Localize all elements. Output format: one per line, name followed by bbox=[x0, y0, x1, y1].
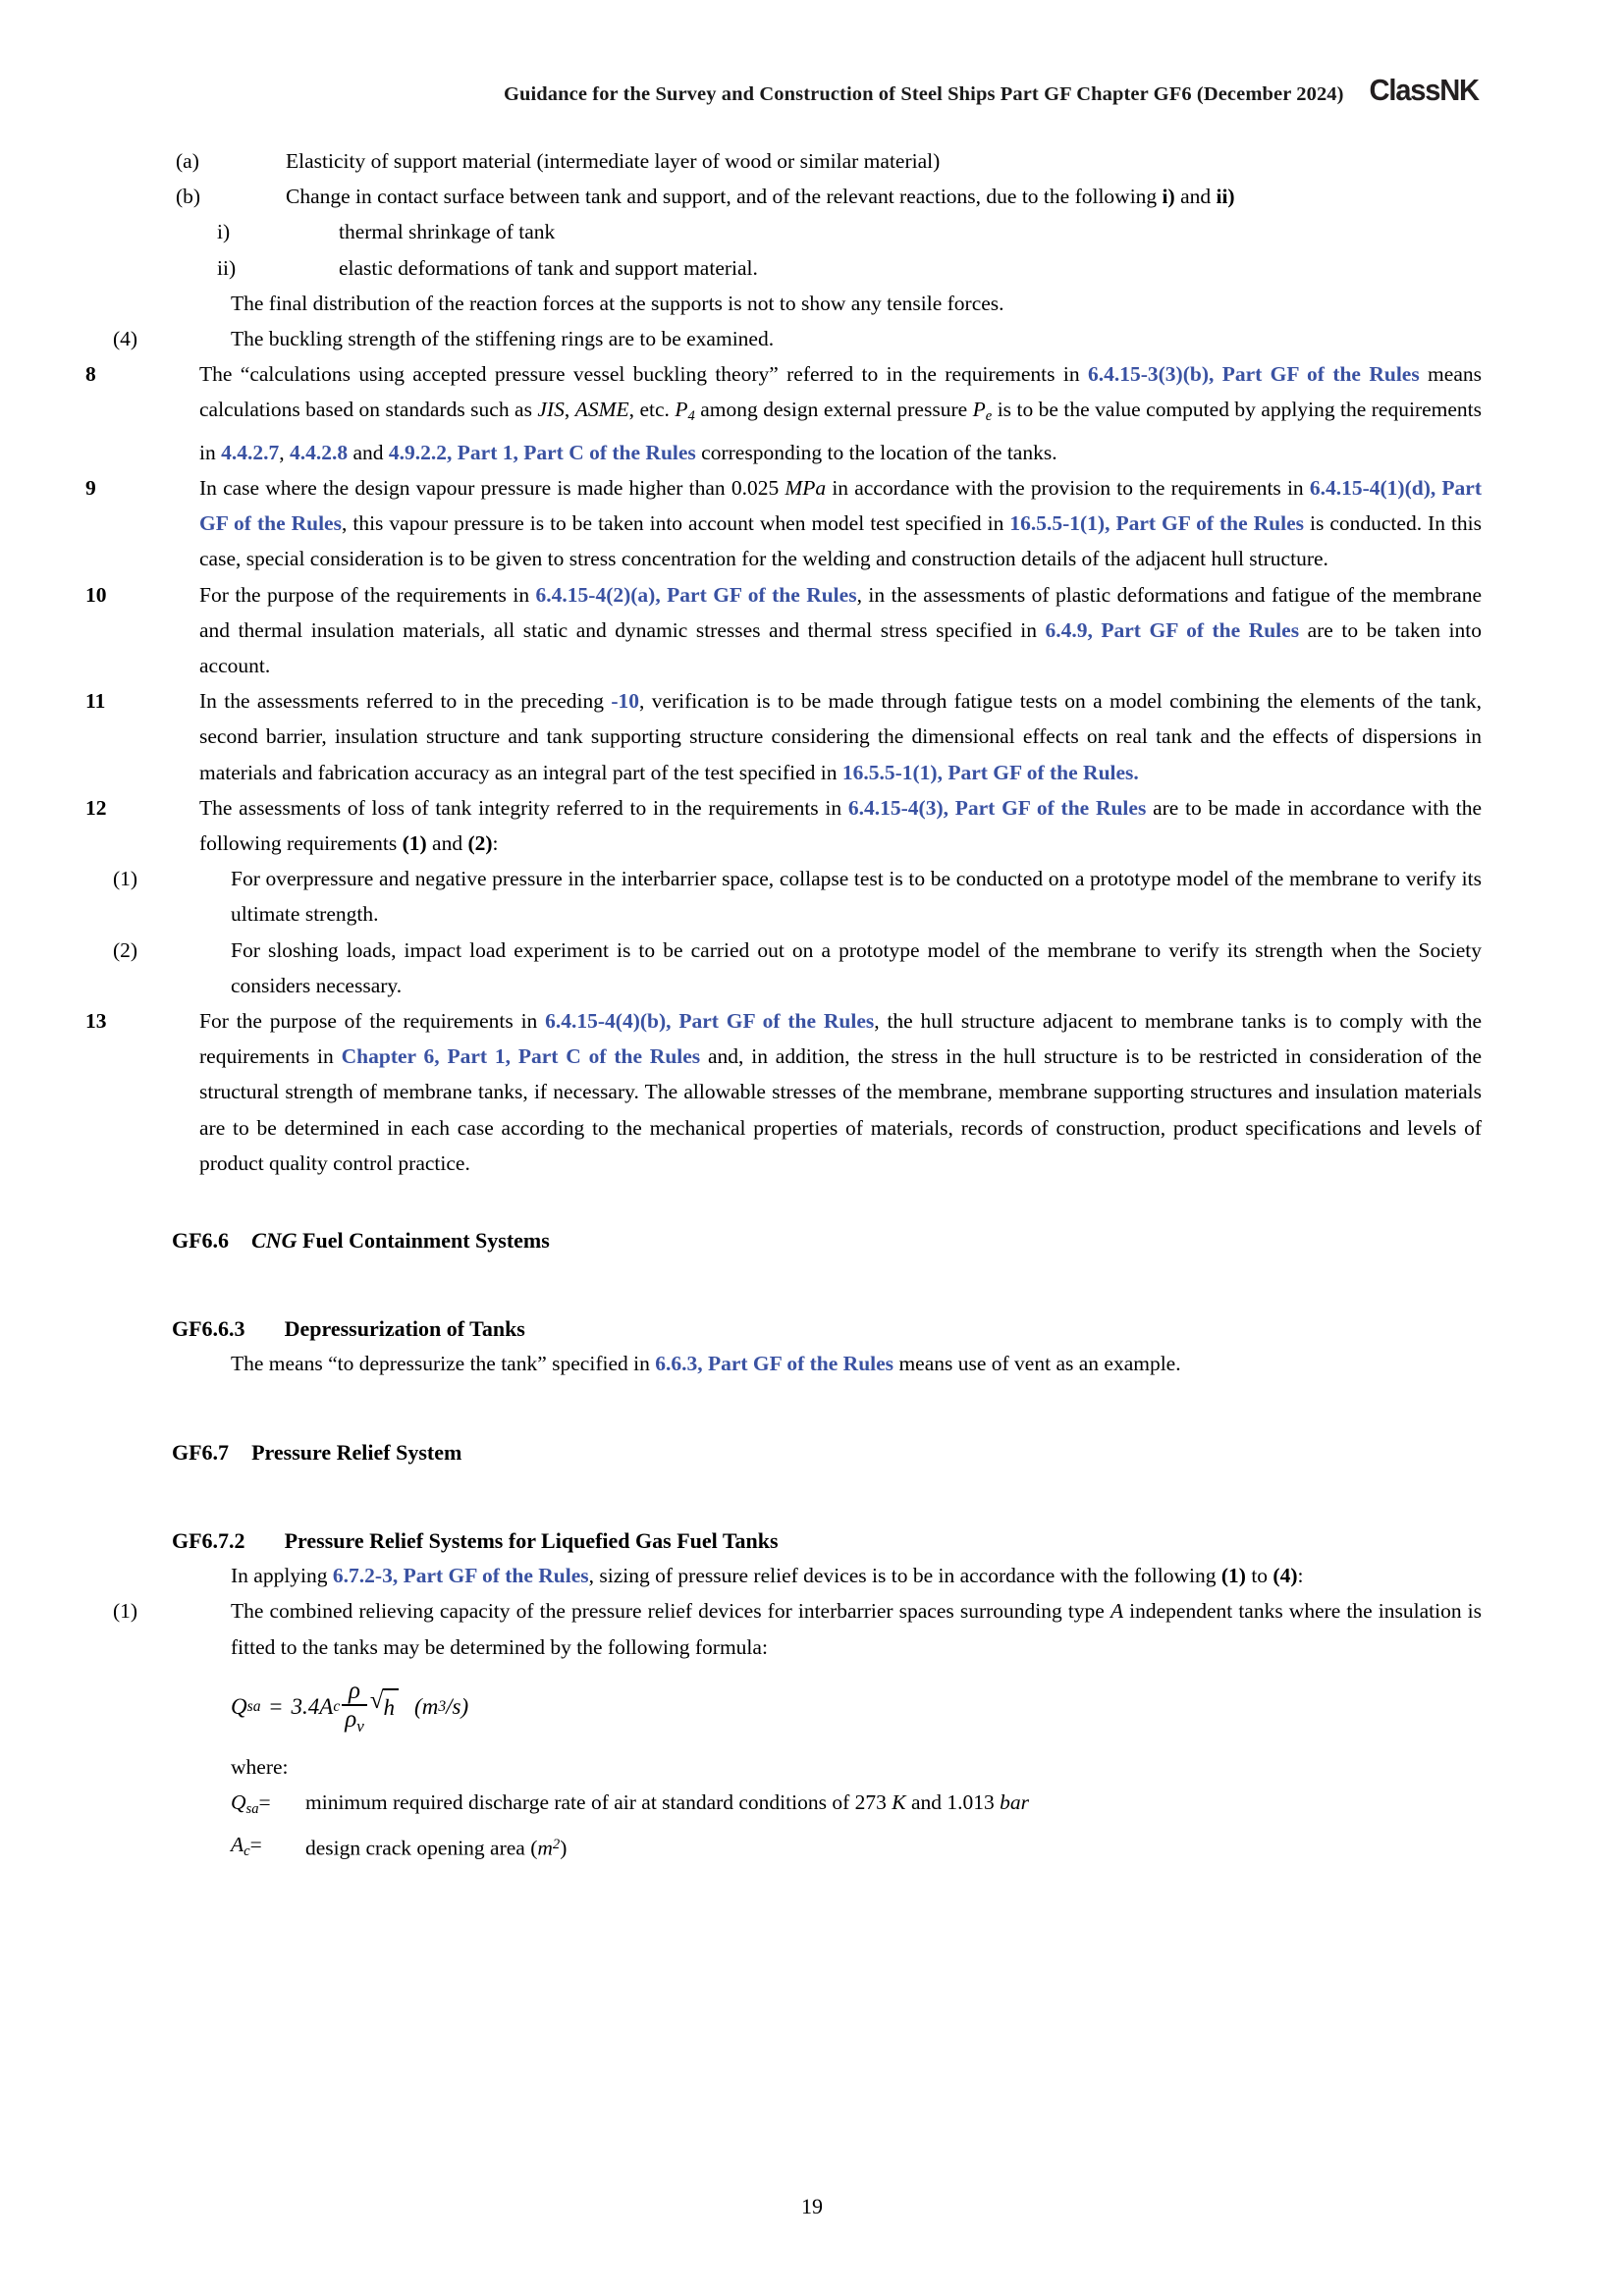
para9-ref2[interactable]: 16.5.5-1(1), Part GF of the Rules bbox=[1009, 511, 1305, 536]
gf672-intro-t2: , sizing of pressure relief devices is to be in accordance with the following bbox=[588, 1564, 1221, 1588]
section-number-gf6-6: GF6.6 bbox=[172, 1227, 230, 1253]
list-text-a: Elasticity of support material (intermediate layer of wood or similar material) bbox=[286, 149, 941, 173]
para12-b2: (2) bbox=[467, 830, 493, 855]
spacer bbox=[0, 1181, 1624, 1224]
formula-sqrt bbox=[370, 1688, 399, 1725]
para8-ref4[interactable]: 4.9.2.2, Part 1, Part C of the Rules bbox=[388, 440, 696, 464]
section-heading-gf6-6 bbox=[172, 1224, 1482, 1257]
paragraph-number-11: 11 bbox=[85, 689, 106, 714]
section-title-gf6-6-rest: Fuel Containment Systems bbox=[297, 1227, 550, 1253]
formula-qsa bbox=[231, 1665, 1482, 1749]
definition-qsa-symbol-subscript: sa bbox=[245, 1801, 259, 1818]
gf663-body-ref[interactable]: 6.6.3, Part GF of the Rules bbox=[655, 1351, 894, 1375]
para10-t2: , in the assessments of plastic deformations and fatigue of the membrane and thermal insulation materials, all static and dynamic stresses and thermal stress specified in bbox=[199, 582, 1482, 642]
section-heading-gf6-6-3 bbox=[172, 1312, 1482, 1346]
list-text-4: The buckling strength of the stiffening rings are to be examined. bbox=[231, 327, 775, 351]
para12-b1: (1) bbox=[402, 830, 427, 855]
gf672-intro-ref[interactable]: 6.7.2-3, Part GF of the Rules bbox=[332, 1564, 589, 1588]
sqrt-icon: √ bbox=[369, 1687, 384, 1715]
definition-ac-unit: m bbox=[537, 1836, 553, 1860]
definition-ac-equals: = bbox=[249, 1833, 262, 1857]
para10-ref2[interactable]: 6.4.9, Part GF of the Rules bbox=[1045, 617, 1300, 642]
para8-symbol-pe-sub: e bbox=[985, 408, 993, 425]
para9-t4: is conducted. In this case, special consideration is to be given to stress concentration for the welding and construction details of the adjacent hull structure. bbox=[199, 511, 1483, 571]
classnk-logo: ClassNK bbox=[1369, 73, 1479, 107]
para9-t3: , this vapour pressure is to be taken into account when model test specified in bbox=[341, 511, 1010, 536]
gf672-item-1-text-italic: A bbox=[1110, 1599, 1124, 1624]
gf663-body-t1: The means “to depressurize the tank” specified in bbox=[231, 1351, 656, 1375]
list-item-4 bbox=[113, 321, 1482, 356]
list-closing-sentence: The final distribution of the reaction forces at the supports is not to show any tensile forces. bbox=[231, 291, 1004, 315]
para8-t3: , bbox=[564, 398, 575, 422]
page-number: 19 bbox=[801, 2194, 823, 2218]
para8-symbol-p4: P bbox=[675, 398, 688, 422]
section-number-gf6-6-3: GF6.6.3 bbox=[172, 1315, 245, 1341]
list-marker-roman-ii: ii) bbox=[217, 255, 237, 280]
paragraph-12 bbox=[85, 790, 1483, 861]
formula-lhs-symbol: Q bbox=[231, 1693, 247, 1719]
paragraph-number-9: 9 bbox=[85, 475, 96, 500]
section-number-gf6-7: GF6.7 bbox=[172, 1440, 230, 1466]
para9-t1: In case where the design vapour pressure is made higher than 0.025 bbox=[199, 475, 785, 500]
list-marker-a: (a) bbox=[176, 149, 199, 173]
definition-qsa-symbol-base: Q bbox=[231, 1789, 246, 1814]
page-header bbox=[172, 73, 1482, 108]
spacer bbox=[0, 1257, 1624, 1301]
para8-t7: , bbox=[279, 440, 290, 464]
list-marker-roman-i: i) bbox=[217, 220, 231, 244]
gf672-item-1 bbox=[113, 1593, 1483, 1664]
definition-qsa-unit-kelvin: K bbox=[892, 1789, 906, 1814]
where-label: where: bbox=[231, 1754, 289, 1779]
formula-lhs-subscript: sa bbox=[246, 1697, 261, 1715]
para8-t4: , etc. bbox=[628, 398, 676, 422]
list-text-roman-ii: elastic deformations of tank and support material. bbox=[339, 255, 758, 280]
formula-units-open: ( bbox=[414, 1693, 422, 1719]
formula-equals: = bbox=[269, 1693, 283, 1719]
definition-qsa-text1: minimum required discharge rate of air at standard conditions of 273 bbox=[305, 1789, 893, 1814]
para8-t8: and bbox=[348, 440, 389, 464]
definition-qsa bbox=[231, 1785, 1482, 1827]
para8-t6: is to be the value computed by applying the requirements in bbox=[199, 398, 1483, 464]
list-text-roman-i: thermal shrinkage of tank bbox=[339, 220, 556, 244]
formula-units-m: m bbox=[421, 1693, 439, 1719]
para12-ref1[interactable]: 6.4.15-4(3), Part GF of the Rules bbox=[847, 795, 1147, 820]
formula-units-per-second: /s bbox=[446, 1693, 461, 1719]
para8-ital1: JIS bbox=[537, 398, 565, 422]
definition-ac-unit-exponent: 2 bbox=[552, 1837, 561, 1853]
para8-t1: The “calculations using accepted pressure vessel buckling theory” referred to in the requirements in bbox=[199, 362, 1088, 387]
formula-density-denominator bbox=[342, 1704, 367, 1735]
formula-units-exponent: 3 bbox=[438, 1697, 447, 1715]
list-item-b bbox=[176, 179, 1482, 214]
para8-ref1[interactable]: 6.4.15-3(3)(b), Part GF of the Rules bbox=[1087, 362, 1420, 387]
para8-ref3[interactable]: 4.4.2.8 bbox=[289, 440, 349, 464]
page-footer bbox=[0, 2194, 1624, 2219]
formula-units-close: ) bbox=[460, 1693, 469, 1719]
header-title: Guidance for the Survey and Construction of Steel Ships Part GF Chapter GF6 (December 2024) bbox=[503, 83, 1344, 105]
section-heading-gf6-7-2 bbox=[172, 1524, 1482, 1558]
formula-radicand: h bbox=[383, 1688, 400, 1725]
paragraph-12-marker-1: (1) bbox=[113, 867, 138, 891]
paragraph-12-item-1 bbox=[113, 861, 1482, 932]
para13-ref2[interactable]: Chapter 6, Part 1, Part C of the Rules bbox=[341, 1044, 701, 1069]
section-gf6-6-3-body bbox=[231, 1346, 1482, 1381]
definition-qsa-equals: = bbox=[258, 1789, 271, 1814]
spacer bbox=[0, 1513, 1624, 1524]
para8-ref2[interactable]: 4.4.2.7 bbox=[221, 440, 280, 464]
gf663-body-t2: means use of vent as an example. bbox=[893, 1351, 1181, 1375]
spacer bbox=[0, 1381, 1624, 1424]
gf672-intro-t3: to bbox=[1245, 1564, 1273, 1588]
paragraph-10 bbox=[85, 577, 1482, 684]
para10-t3: are to be taken into account. bbox=[199, 617, 1482, 677]
para12-t4: : bbox=[492, 830, 499, 855]
formula-density-denominator-subscript: v bbox=[356, 1717, 364, 1736]
para12-t3: and bbox=[426, 830, 468, 855]
list-marker-4: (4) bbox=[113, 327, 138, 351]
section-title-gf6-7-2: Pressure Relief Systems for Liquefied Gas Fuel Tanks bbox=[284, 1528, 779, 1554]
para8-t5: among design external pressure bbox=[694, 398, 973, 422]
formula-area-subscript: c bbox=[333, 1697, 341, 1715]
definition-ac-symbol-subscript: c bbox=[244, 1843, 250, 1860]
gf672-intro-b2: (4) bbox=[1272, 1564, 1298, 1588]
paragraph-11 bbox=[85, 683, 1482, 790]
paragraph-12-text-1: For overpressure and negative pressure in the interbarrier space, collapse test is to be conducted on a prototype model of the membrane to verify its ultimate strength. bbox=[231, 867, 1482, 927]
para13-t1: For the purpose of the requirements in bbox=[199, 1008, 546, 1033]
para12-t1: The assessments of loss of tank integrity referred to in the requirements in bbox=[199, 795, 848, 820]
section-gf6-7-2-intro bbox=[231, 1558, 1482, 1593]
list-text-b-i: i) bbox=[1162, 185, 1175, 209]
gf672-intro-t4: : bbox=[1297, 1564, 1304, 1588]
list-item-roman-i bbox=[217, 214, 1482, 249]
para12-t2: are to be made in accordance with the following requirements bbox=[199, 795, 1483, 855]
gf672-item-1-marker: (1) bbox=[113, 1599, 138, 1624]
paragraph-number-10: 10 bbox=[85, 582, 107, 607]
definition-ac-text: design crack opening area ( bbox=[305, 1836, 538, 1860]
gf672-intro-b1: (1) bbox=[1220, 1564, 1246, 1588]
definition-ac-description bbox=[305, 1827, 1482, 1869]
para10-ref1[interactable]: 6.4.15-4(2)(a), Part GF of the Rules bbox=[535, 582, 857, 607]
section-title-gf6-7: Pressure Relief System bbox=[251, 1440, 462, 1466]
definition-ac-symbol-base: A bbox=[231, 1833, 244, 1857]
list-item-roman-ii bbox=[217, 250, 1482, 286]
paragraph-number-8: 8 bbox=[85, 362, 96, 387]
para8-symbol-p4-sub: 4 bbox=[687, 408, 695, 425]
definition-qsa-unit-bar: bar bbox=[1000, 1789, 1030, 1814]
paragraph-9 bbox=[85, 470, 1483, 577]
definition-ac-close-paren: ) bbox=[560, 1836, 568, 1860]
list-item-a bbox=[176, 143, 1482, 179]
list-text-b-and: and bbox=[1174, 185, 1217, 209]
para13-t3: and, in addition, the stress in the hull structure is to be restricted in consideration of the structural strength of membrane tanks, if necessary. The allowable stresses of the membrane, membrane supporting structures and insulation materials are to be determined in each case according to the mechanical properties of materials, records of construction, product specifications and levels of product quality control practice. bbox=[199, 1044, 1482, 1175]
para11-t1: In the assessments referred to in the preceding bbox=[199, 689, 612, 714]
document-body bbox=[0, 143, 1624, 1870]
para13-ref1[interactable]: 6.4.15-4(4)(b), Part GF of the Rules bbox=[545, 1008, 875, 1033]
formula-density-fraction bbox=[342, 1679, 367, 1735]
definition-qsa-symbol bbox=[231, 1785, 305, 1827]
paragraph-number-12: 12 bbox=[85, 795, 107, 820]
formula-density-numerator: ρ bbox=[349, 1677, 361, 1704]
paragraph-12-item-2 bbox=[113, 933, 1482, 1003]
gf672-intro-t1: In applying bbox=[231, 1564, 333, 1588]
para13-t2: , the hull structure adjacent to membrane tanks is to comply with the requirements in bbox=[199, 1008, 1482, 1069]
para8-symbol-pe: P bbox=[972, 398, 986, 422]
definition-qsa-description bbox=[305, 1785, 1482, 1827]
formula-density-denominator-symbol: ρ bbox=[345, 1706, 357, 1734]
para11-t3: . bbox=[1133, 760, 1139, 784]
para9-t2: in accordance with the provision to the requirements in bbox=[826, 475, 1310, 500]
list-marker-b: (b) bbox=[176, 185, 201, 209]
section-title-gf6-6-italic: CNG bbox=[251, 1227, 298, 1253]
paragraph-number-13: 13 bbox=[85, 1008, 107, 1033]
para9-ref1[interactable]: 6.4.15-4(1)(d), Part GF of the Rules bbox=[199, 475, 1482, 536]
para8-t9: corresponding to the location of the tanks. bbox=[695, 440, 1057, 464]
para11-t2: , verification is to be made through fatigue tests on a model combining the elements of the tank, second barrier, insulation structure and tank supporting structure considering the dimensional effects on real tank and the effects of dispersions in materials and fabrication accuracy as an integral part of the test specified in bbox=[199, 689, 1482, 784]
formula-coefficient: 3.4 bbox=[291, 1693, 320, 1719]
para11-ref1[interactable]: -10 bbox=[611, 689, 639, 714]
paragraph-8 bbox=[85, 356, 1483, 470]
paragraph-12-marker-2: (2) bbox=[113, 937, 138, 962]
para8-t2: means calculations based on standards such as bbox=[199, 362, 1482, 422]
para11-ref2[interactable]: 16.5.5-1(1), Part GF of the Rules bbox=[841, 760, 1134, 784]
gf672-item-1-text-post: independent tanks where the insulation is fitted to the tanks may be determined by the following formula: bbox=[231, 1599, 1483, 1659]
definition-qsa-text2: and 1.013 bbox=[905, 1789, 1001, 1814]
list-text-b-pre: Change in contact surface between tank and support, and of the relevant reactions, due to the following bbox=[286, 185, 1163, 209]
section-title-gf6-6-3: Depressurization of Tanks bbox=[284, 1315, 525, 1341]
para10-t1: For the purpose of the requirements in bbox=[199, 582, 536, 607]
para9-ital1: MPa bbox=[785, 475, 827, 500]
section-heading-gf6-7 bbox=[172, 1436, 1482, 1469]
spacer bbox=[0, 1469, 1624, 1513]
paragraph-12-text-2: For sloshing loads, impact load experiment is to be carried out on a prototype model of the membrane to verify its strength when the Society considers necessary. bbox=[231, 937, 1482, 997]
spacer bbox=[0, 1424, 1624, 1436]
spacer bbox=[0, 1301, 1624, 1312]
definition-ac bbox=[231, 1827, 1482, 1869]
gf672-item-1-text-pre: The combined relieving capacity of the pressure relief devices for interbarrier spaces surrounding type bbox=[231, 1599, 1110, 1624]
section-number-gf6-7-2: GF6.7.2 bbox=[172, 1528, 245, 1554]
definition-ac-symbol bbox=[231, 1827, 305, 1869]
list-text-b-ii: ii) bbox=[1216, 185, 1235, 209]
paragraph-13 bbox=[85, 1003, 1482, 1181]
formula-area-symbol: A bbox=[319, 1693, 334, 1719]
para8-ital2: ASME bbox=[574, 398, 629, 422]
